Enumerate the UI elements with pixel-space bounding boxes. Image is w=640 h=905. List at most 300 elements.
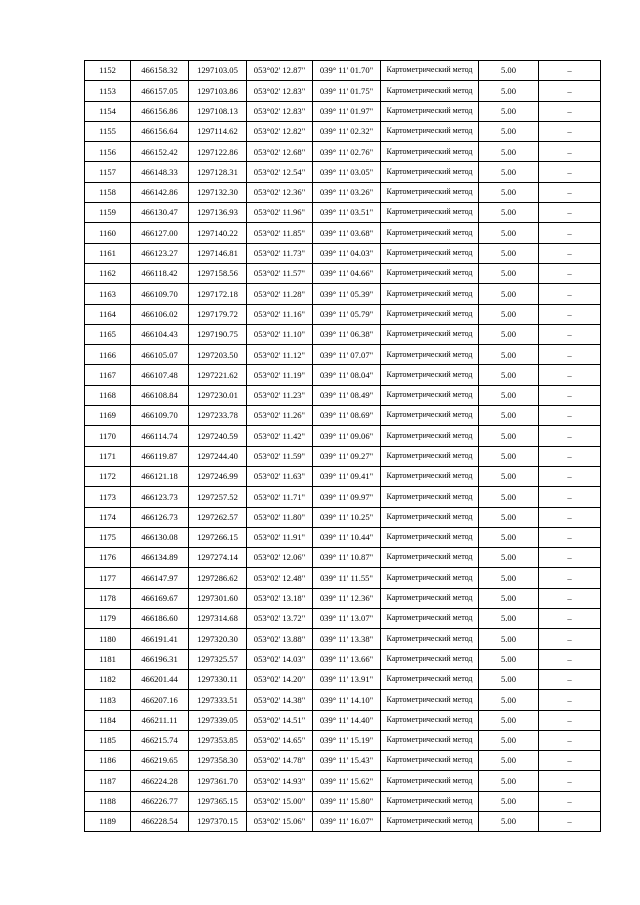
table-row [85,710,601,730]
latitude-cell: 053°02' 12.48" [247,568,313,588]
longitude-cell: 039° 11' 08.04" [313,365,381,385]
accuracy-cell: 5.00 [479,710,539,730]
y-coordinate-cell: 1297203.50 [189,345,247,365]
longitude-cell: 039° 11' 10.44" [313,527,381,547]
y-coordinate-cell: 1297122.86 [189,142,247,162]
note-cell: – [539,101,601,121]
longitude-cell: 039° 11' 13.91" [313,669,381,689]
note-cell: – [539,182,601,202]
method-cell: Картометрический метод [381,446,479,466]
x-coordinate-cell: 466191.41 [131,629,189,649]
method-cell: Картометрический метод [381,771,479,791]
point-number-cell: 1170 [85,426,131,446]
longitude-cell: 039° 11' 08.49" [313,385,381,405]
point-number-cell: 1153 [85,81,131,101]
y-coordinate-cell: 1297286.62 [189,568,247,588]
x-coordinate-cell: 466156.86 [131,101,189,121]
y-coordinate-cell: 1297103.05 [189,61,247,81]
note-cell: – [539,345,601,365]
method-cell: Картометрический метод [381,751,479,771]
x-coordinate-cell: 466114.74 [131,426,189,446]
longitude-cell: 039° 11' 07.07" [313,345,381,365]
y-coordinate-cell: 1297358.30 [189,751,247,771]
accuracy-cell: 5.00 [479,588,539,608]
longitude-cell: 039° 11' 08.69" [313,406,381,426]
x-coordinate-cell: 466109.70 [131,284,189,304]
latitude-cell: 053°02' 15.00" [247,791,313,811]
table-row [85,81,601,101]
x-coordinate-cell: 466158.32 [131,61,189,81]
method-cell: Картометрический метод [381,588,479,608]
table-row [85,263,601,283]
accuracy-cell: 5.00 [479,324,539,344]
table-row [85,649,601,669]
point-number-cell: 1162 [85,263,131,283]
latitude-cell: 053°02' 12.54" [247,162,313,182]
method-cell: Картометрический метод [381,142,479,162]
x-coordinate-cell: 466104.43 [131,324,189,344]
accuracy-cell: 5.00 [479,121,539,141]
point-number-cell: 1163 [85,284,131,304]
method-cell: Картометрический метод [381,710,479,730]
latitude-cell: 053°02' 11.10" [247,324,313,344]
table-row [85,365,601,385]
point-number-cell: 1178 [85,588,131,608]
note-cell: – [539,324,601,344]
longitude-cell: 039° 11' 13.07" [313,609,381,629]
method-cell: Картометрический метод [381,121,479,141]
table-row [85,203,601,223]
method-cell: Картометрический метод [381,284,479,304]
table-body [85,61,601,832]
longitude-cell: 039° 11' 15.19" [313,730,381,750]
table-row [85,121,601,141]
latitude-cell: 053°02' 14.65" [247,730,313,750]
note-cell: – [539,629,601,649]
method-cell: Картометрический метод [381,263,479,283]
table-row [85,345,601,365]
x-coordinate-cell: 466186.60 [131,609,189,629]
x-coordinate-cell: 466226.77 [131,791,189,811]
accuracy-cell: 5.00 [479,203,539,223]
note-cell: – [539,751,601,771]
y-coordinate-cell: 1297320.30 [189,629,247,649]
x-coordinate-cell: 466126.73 [131,507,189,527]
note-cell: – [539,385,601,405]
note-cell: – [539,548,601,568]
accuracy-cell: 5.00 [479,61,539,81]
y-coordinate-cell: 1297103.86 [189,81,247,101]
longitude-cell: 039° 11' 02.76" [313,142,381,162]
y-coordinate-cell: 1297339.05 [189,710,247,730]
accuracy-cell: 5.00 [479,669,539,689]
y-coordinate-cell: 1297365.15 [189,791,247,811]
point-number-cell: 1161 [85,243,131,263]
accuracy-cell: 5.00 [479,101,539,121]
method-cell: Картометрический метод [381,690,479,710]
y-coordinate-cell: 1297274.14 [189,548,247,568]
x-coordinate-cell: 466157.05 [131,81,189,101]
accuracy-cell: 5.00 [479,609,539,629]
accuracy-cell: 5.00 [479,568,539,588]
note-cell: – [539,690,601,710]
longitude-cell: 039° 11' 09.41" [313,466,381,486]
method-cell: Картометрический метод [381,243,479,263]
latitude-cell: 053°02' 11.96" [247,203,313,223]
method-cell: Картометрический метод [381,669,479,689]
latitude-cell: 053°02' 11.19" [247,365,313,385]
accuracy-cell: 5.00 [479,487,539,507]
point-number-cell: 1154 [85,101,131,121]
latitude-cell: 053°02' 14.51" [247,710,313,730]
point-number-cell: 1179 [85,609,131,629]
note-cell: – [539,203,601,223]
point-number-cell: 1164 [85,304,131,324]
point-number-cell: 1152 [85,61,131,81]
method-cell: Картометрический метод [381,101,479,121]
y-coordinate-cell: 1297108.13 [189,101,247,121]
method-cell: Картометрический метод [381,811,479,831]
y-coordinate-cell: 1297240.59 [189,426,247,446]
x-coordinate-cell: 466119.87 [131,446,189,466]
point-number-cell: 1182 [85,669,131,689]
accuracy-cell: 5.00 [479,629,539,649]
x-coordinate-cell: 466228.54 [131,811,189,831]
method-cell: Картометрический метод [381,365,479,385]
latitude-cell: 053°02' 11.63" [247,466,313,486]
latitude-cell: 053°02' 12.83" [247,101,313,121]
point-number-cell: 1180 [85,629,131,649]
point-number-cell: 1159 [85,203,131,223]
x-coordinate-cell: 466121.18 [131,466,189,486]
accuracy-cell: 5.00 [479,771,539,791]
table-row [85,466,601,486]
x-coordinate-cell: 466118.42 [131,263,189,283]
note-cell: – [539,609,601,629]
table-row [85,771,601,791]
point-number-cell: 1166 [85,345,131,365]
accuracy-cell: 5.00 [479,142,539,162]
point-number-cell: 1177 [85,568,131,588]
note-cell: – [539,81,601,101]
y-coordinate-cell: 1297132.30 [189,182,247,202]
note-cell: – [539,811,601,831]
method-cell: Картометрический метод [381,223,479,243]
method-cell: Картометрический метод [381,548,479,568]
latitude-cell: 053°02' 11.71" [247,487,313,507]
table-row [85,101,601,121]
note-cell: – [539,466,601,486]
point-number-cell: 1158 [85,182,131,202]
latitude-cell: 053°02' 14.20" [247,669,313,689]
x-coordinate-cell: 466147.97 [131,568,189,588]
note-cell: – [539,507,601,527]
point-number-cell: 1171 [85,446,131,466]
note-cell: – [539,304,601,324]
accuracy-cell: 5.00 [479,811,539,831]
latitude-cell: 053°02' 11.12" [247,345,313,365]
method-cell: Картометрический метод [381,324,479,344]
y-coordinate-cell: 1297146.81 [189,243,247,263]
latitude-cell: 053°02' 11.80" [247,507,313,527]
accuracy-cell: 5.00 [479,162,539,182]
x-coordinate-cell: 466152.42 [131,142,189,162]
x-coordinate-cell: 466123.27 [131,243,189,263]
longitude-cell: 039° 11' 04.66" [313,263,381,283]
latitude-cell: 053°02' 11.91" [247,527,313,547]
table-row [85,588,601,608]
y-coordinate-cell: 1297361.70 [189,771,247,791]
point-number-cell: 1175 [85,527,131,547]
accuracy-cell: 5.00 [479,649,539,669]
table-row [85,406,601,426]
latitude-cell: 053°02' 11.42" [247,426,313,446]
point-number-cell: 1172 [85,466,131,486]
table-row [85,324,601,344]
latitude-cell: 053°02' 15.06" [247,811,313,831]
x-coordinate-cell: 466196.31 [131,649,189,669]
method-cell: Картометрический метод [381,730,479,750]
point-number-cell: 1155 [85,121,131,141]
x-coordinate-cell: 466201.44 [131,669,189,689]
latitude-cell: 053°02' 12.82" [247,121,313,141]
table-row [85,182,601,202]
method-cell: Картометрический метод [381,345,479,365]
accuracy-cell: 5.00 [479,730,539,750]
latitude-cell: 053°02' 12.87" [247,61,313,81]
y-coordinate-cell: 1297158.56 [189,263,247,283]
method-cell: Картометрический метод [381,629,479,649]
note-cell: – [539,527,601,547]
accuracy-cell: 5.00 [479,446,539,466]
latitude-cell: 053°02' 11.73" [247,243,313,263]
accuracy-cell: 5.00 [479,548,539,568]
y-coordinate-cell: 1297333.51 [189,690,247,710]
y-coordinate-cell: 1297179.72 [189,304,247,324]
table-row [85,609,601,629]
longitude-cell: 039° 11' 16.07" [313,811,381,831]
accuracy-cell: 5.00 [479,365,539,385]
note-cell: – [539,162,601,182]
y-coordinate-cell: 1297257.52 [189,487,247,507]
note-cell: – [539,142,601,162]
longitude-cell: 039° 11' 03.51" [313,203,381,223]
x-coordinate-cell: 466130.47 [131,203,189,223]
method-cell: Картометрический метод [381,649,479,669]
x-coordinate-cell: 466207.16 [131,690,189,710]
point-number-cell: 1156 [85,142,131,162]
method-cell: Картометрический метод [381,162,479,182]
x-coordinate-cell: 466107.48 [131,365,189,385]
method-cell: Картометрический метод [381,182,479,202]
table-row [85,61,601,81]
latitude-cell: 053°02' 14.93" [247,771,313,791]
method-cell: Картометрический метод [381,466,479,486]
point-number-cell: 1160 [85,223,131,243]
note-cell: – [539,406,601,426]
note-cell: – [539,243,601,263]
accuracy-cell: 5.00 [479,284,539,304]
point-number-cell: 1189 [85,811,131,831]
y-coordinate-cell: 1297114.62 [189,121,247,141]
latitude-cell: 053°02' 13.18" [247,588,313,608]
table-row [85,730,601,750]
x-coordinate-cell: 466108.84 [131,385,189,405]
method-cell: Картометрический метод [381,406,479,426]
accuracy-cell: 5.00 [479,182,539,202]
accuracy-cell: 5.00 [479,527,539,547]
accuracy-cell: 5.00 [479,507,539,527]
latitude-cell: 053°02' 14.38" [247,690,313,710]
longitude-cell: 039° 11' 11.55" [313,568,381,588]
longitude-cell: 039° 11' 13.66" [313,649,381,669]
table-row [85,629,601,649]
table-row [85,385,601,405]
table-row [85,568,601,588]
method-cell: Картометрический метод [381,61,479,81]
longitude-cell: 039° 11' 10.87" [313,548,381,568]
y-coordinate-cell: 1297221.62 [189,365,247,385]
longitude-cell: 039° 11' 15.80" [313,791,381,811]
table-row [85,669,601,689]
point-number-cell: 1183 [85,690,131,710]
note-cell: – [539,426,601,446]
accuracy-cell: 5.00 [479,791,539,811]
note-cell: – [539,263,601,283]
accuracy-cell: 5.00 [479,263,539,283]
table-row [85,162,601,182]
note-cell: – [539,791,601,811]
longitude-cell: 039° 11' 06.38" [313,324,381,344]
y-coordinate-cell: 1297136.93 [189,203,247,223]
point-number-cell: 1157 [85,162,131,182]
latitude-cell: 053°02' 12.36" [247,182,313,202]
accuracy-cell: 5.00 [479,690,539,710]
method-cell: Картометрический метод [381,203,479,223]
x-coordinate-cell: 466109.70 [131,406,189,426]
note-cell: – [539,568,601,588]
latitude-cell: 053°02' 13.72" [247,609,313,629]
x-coordinate-cell: 466130.08 [131,527,189,547]
y-coordinate-cell: 1297370.15 [189,811,247,831]
method-cell: Картометрический метод [381,487,479,507]
point-number-cell: 1185 [85,730,131,750]
latitude-cell: 053°02' 14.78" [247,751,313,771]
x-coordinate-cell: 466105.07 [131,345,189,365]
note-cell: – [539,487,601,507]
latitude-cell: 053°02' 13.88" [247,629,313,649]
longitude-cell: 039° 11' 01.97" [313,101,381,121]
point-number-cell: 1174 [85,507,131,527]
y-coordinate-cell: 1297325.57 [189,649,247,669]
method-cell: Картометрический метод [381,609,479,629]
longitude-cell: 039° 11' 03.68" [313,223,381,243]
table-row [85,690,601,710]
longitude-cell: 039° 11' 14.10" [313,690,381,710]
y-coordinate-cell: 1297140.22 [189,223,247,243]
longitude-cell: 039° 11' 12.36" [313,588,381,608]
point-number-cell: 1187 [85,771,131,791]
point-number-cell: 1184 [85,710,131,730]
note-cell: – [539,61,601,81]
y-coordinate-cell: 1297353.85 [189,730,247,750]
latitude-cell: 053°02' 12.68" [247,142,313,162]
method-cell: Картометрический метод [381,507,479,527]
coordinates-table [84,60,601,832]
y-coordinate-cell: 1297230.01 [189,385,247,405]
latitude-cell: 053°02' 11.85" [247,223,313,243]
longitude-cell: 039° 11' 03.05" [313,162,381,182]
accuracy-cell: 5.00 [479,81,539,101]
table-row [85,751,601,771]
latitude-cell: 053°02' 11.26" [247,406,313,426]
note-cell: – [539,771,601,791]
x-coordinate-cell: 466219.65 [131,751,189,771]
accuracy-cell: 5.00 [479,304,539,324]
table-row [85,487,601,507]
x-coordinate-cell: 466127.00 [131,223,189,243]
y-coordinate-cell: 1297172.18 [189,284,247,304]
y-coordinate-cell: 1297314.68 [189,609,247,629]
longitude-cell: 039° 11' 15.43" [313,751,381,771]
table-row [85,811,601,831]
point-number-cell: 1181 [85,649,131,669]
y-coordinate-cell: 1297330.11 [189,669,247,689]
table-row [85,527,601,547]
accuracy-cell: 5.00 [479,751,539,771]
longitude-cell: 039° 11' 04.03" [313,243,381,263]
longitude-cell: 039° 11' 10.25" [313,507,381,527]
longitude-cell: 039° 11' 14.40" [313,710,381,730]
x-coordinate-cell: 466224.28 [131,771,189,791]
x-coordinate-cell: 466148.33 [131,162,189,182]
table-row [85,304,601,324]
note-cell: – [539,588,601,608]
table-row [85,507,601,527]
note-cell: – [539,365,601,385]
y-coordinate-cell: 1297244.40 [189,446,247,466]
note-cell: – [539,446,601,466]
accuracy-cell: 5.00 [479,426,539,446]
longitude-cell: 039° 11' 03.26" [313,182,381,202]
method-cell: Картометрический метод [381,304,479,324]
method-cell: Картометрический метод [381,791,479,811]
longitude-cell: 039° 11' 02.32" [313,121,381,141]
accuracy-cell: 5.00 [479,345,539,365]
y-coordinate-cell: 1297190.75 [189,324,247,344]
latitude-cell: 053°02' 11.28" [247,284,313,304]
y-coordinate-cell: 1297246.99 [189,466,247,486]
point-number-cell: 1165 [85,324,131,344]
latitude-cell: 053°02' 12.83" [247,81,313,101]
latitude-cell: 053°02' 11.23" [247,385,313,405]
point-number-cell: 1169 [85,406,131,426]
x-coordinate-cell: 466123.73 [131,487,189,507]
point-number-cell: 1188 [85,791,131,811]
latitude-cell: 053°02' 11.16" [247,304,313,324]
method-cell: Картометрический метод [381,568,479,588]
point-number-cell: 1186 [85,751,131,771]
point-number-cell: 1176 [85,548,131,568]
note-cell: – [539,284,601,304]
longitude-cell: 039° 11' 01.70" [313,61,381,81]
accuracy-cell: 5.00 [479,385,539,405]
table-row [85,142,601,162]
longitude-cell: 039° 11' 09.27" [313,446,381,466]
method-cell: Картометрический метод [381,81,479,101]
table-row [85,243,601,263]
table-row [85,548,601,568]
